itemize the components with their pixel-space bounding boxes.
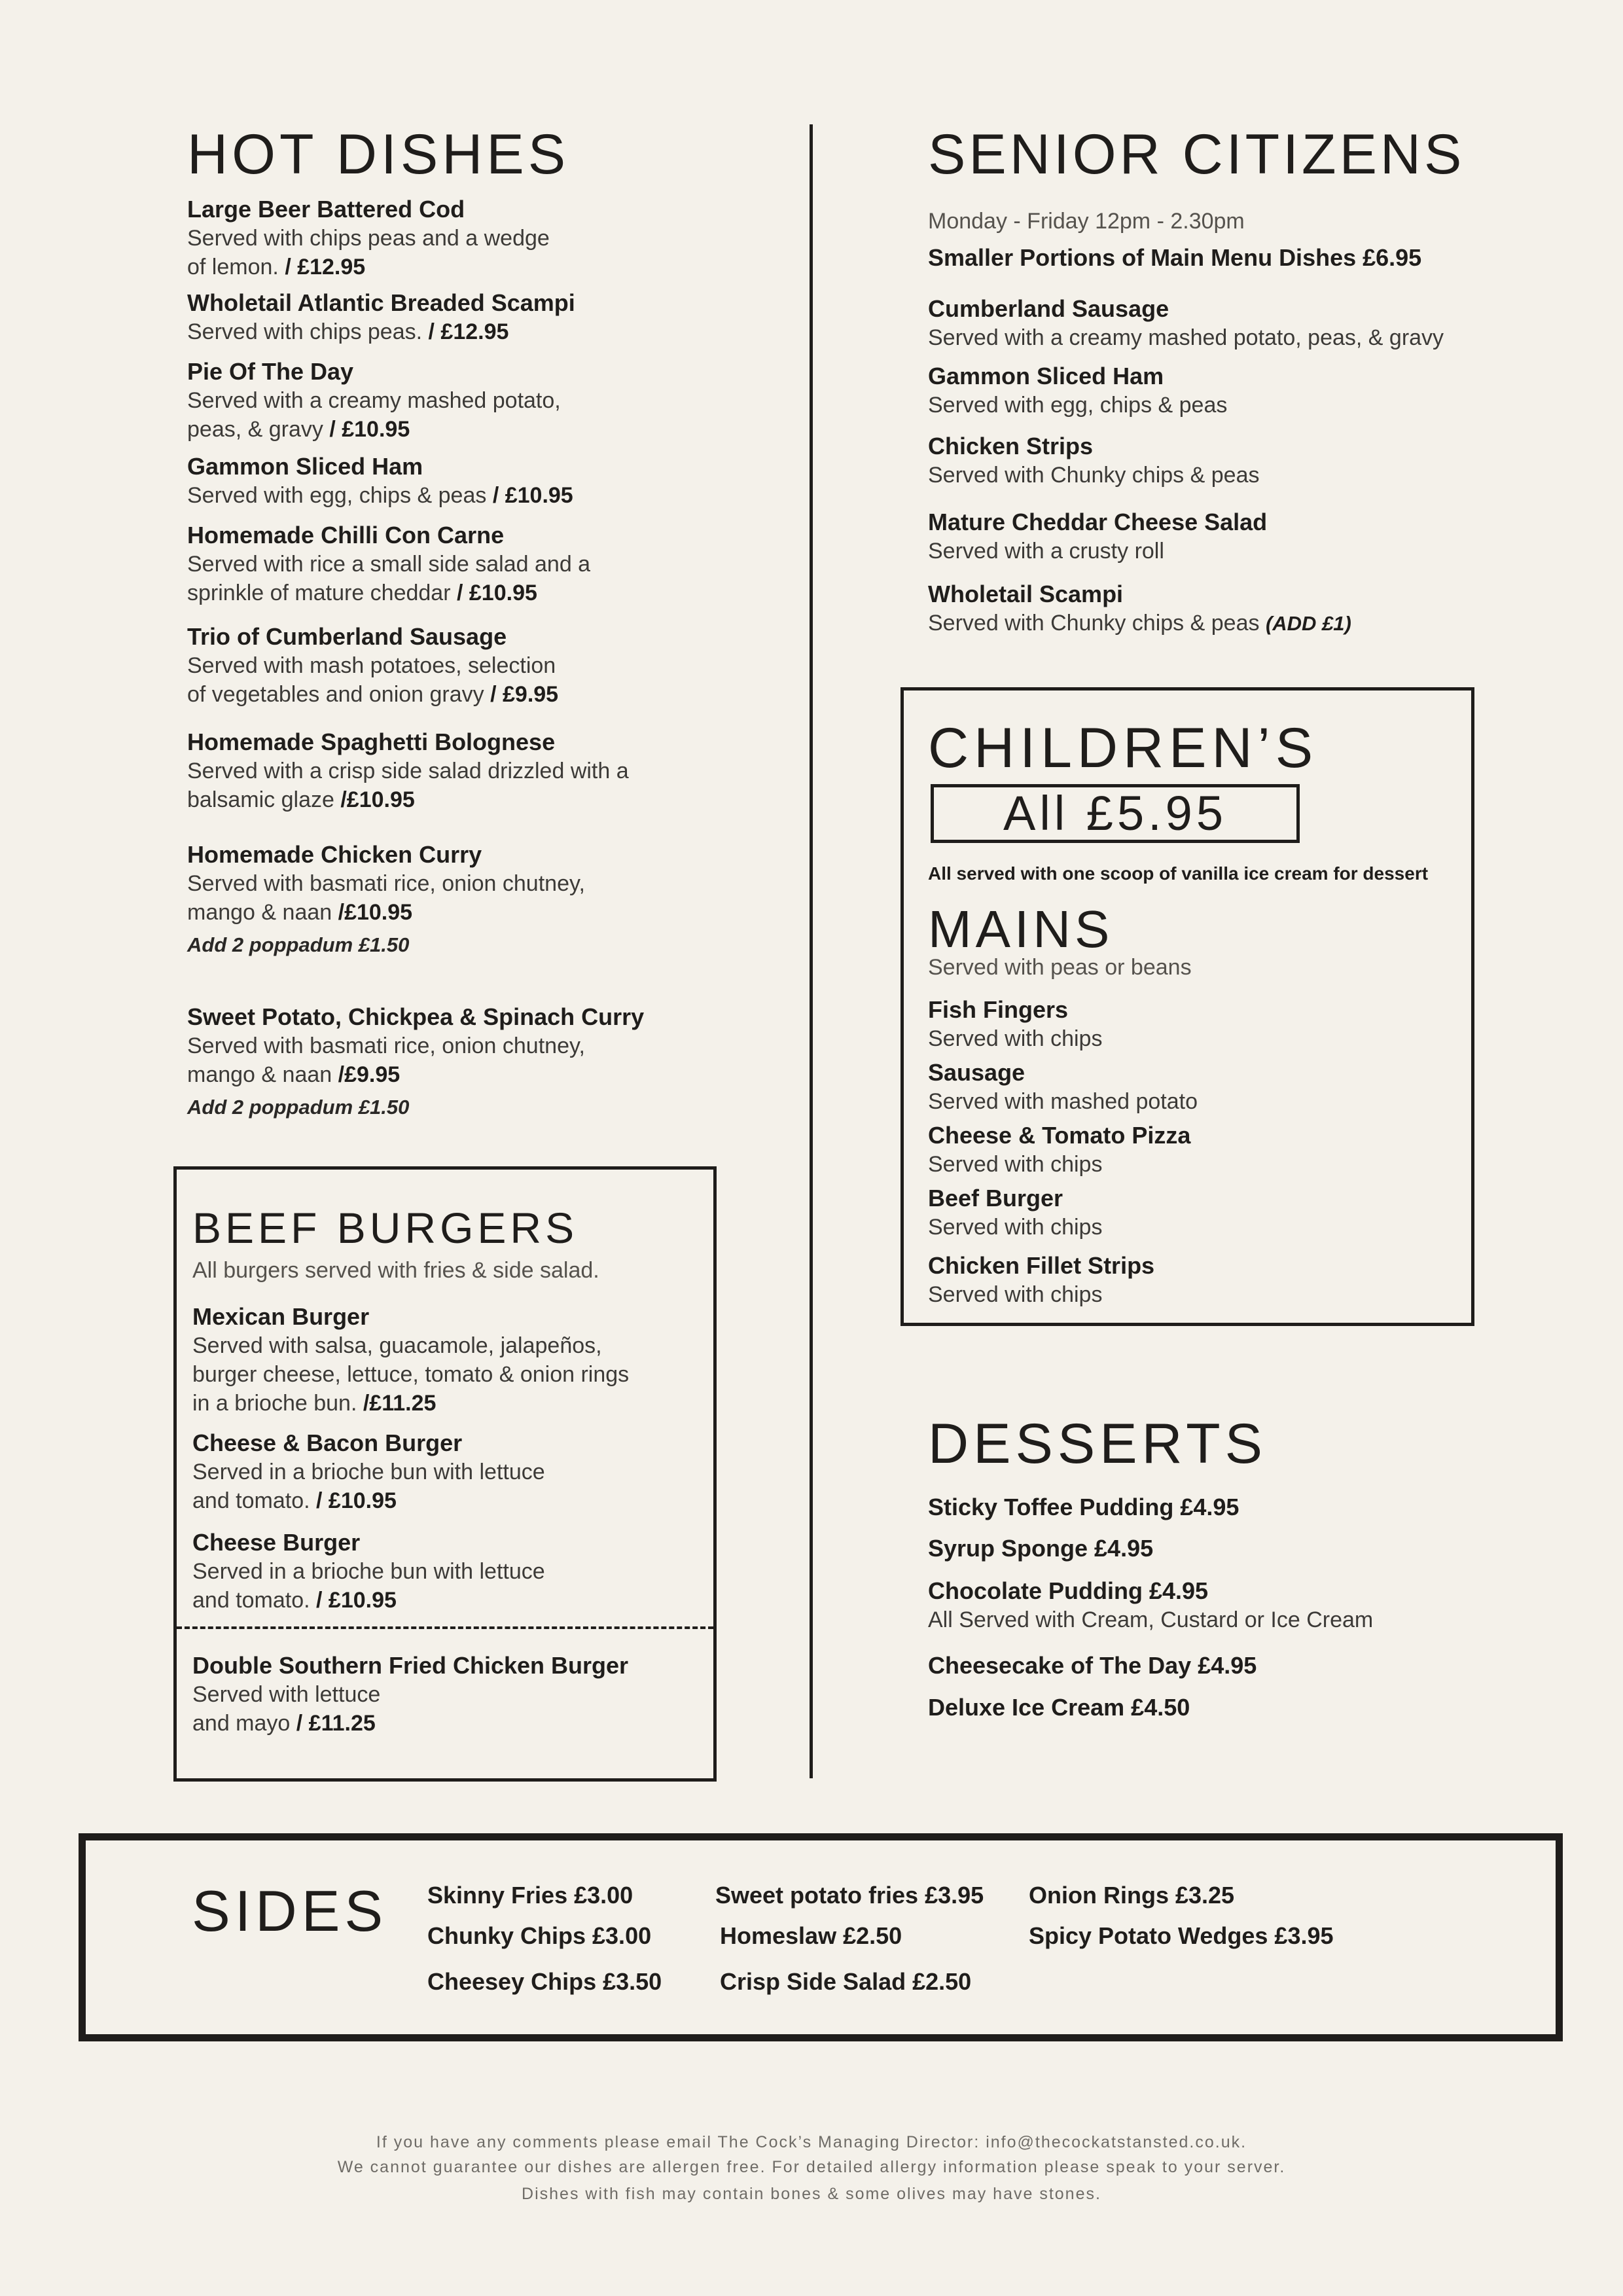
beef-burgers-title: BEEF BURGERS — [192, 1204, 579, 1252]
side-item: Crisp Side Salad £2.50 — [720, 1968, 972, 1995]
item-description — [187, 869, 585, 927]
item-description — [187, 1031, 644, 1089]
item-description-text: Served with mashed potato — [928, 1089, 1198, 1114]
menu-item — [187, 622, 558, 709]
item-price: /£11.25 — [363, 1391, 437, 1416]
childrens-note: All served with one scoop of vanilla ice cream for dessert — [928, 863, 1429, 884]
item-description — [187, 757, 629, 814]
item-name: Pie Of The Day — [187, 358, 354, 385]
desserts-title: DESSERTS — [928, 1412, 1267, 1475]
item-price: / £10.95 — [457, 581, 537, 605]
item-description-text: Served with chips — [928, 1152, 1103, 1177]
menu-item — [187, 1003, 644, 1122]
item-description — [187, 386, 561, 444]
item-name: Cheese & Tomato Pizza — [928, 1122, 1191, 1149]
menu-item — [928, 295, 1444, 352]
item-description-text: Served with Chunky chips & peas — [928, 611, 1260, 636]
item-name: Chicken Fillet Strips — [928, 1252, 1155, 1279]
footer-line: We cannot guarantee our dishes are allergen free. For detailed allergy information please speak to your server. — [337, 2158, 1286, 2176]
item-description — [928, 1024, 1102, 1053]
item-name: Gammon Sliced Ham — [928, 363, 1164, 389]
item-description — [928, 323, 1444, 352]
hot-dishes-title: HOT DISHES — [187, 123, 570, 186]
item-name: Chocolate Pudding £4.95 — [928, 1577, 1209, 1604]
side-item: Spicy Potato Wedges £3.95 — [1029, 1922, 1334, 1949]
item-price: /£9.95 — [338, 1062, 401, 1087]
senior-citizens-title: SENIOR CITIZENS — [928, 123, 1465, 186]
mains-subtitle: Served with peas or beans — [928, 955, 1192, 980]
item-description-text: Served with salsa, guacamole, jalapeños, burger cheese, lettuce, tomato & onion rings in a brioche bun. — [192, 1333, 630, 1416]
menu-item — [192, 1302, 629, 1418]
item-description-text: Served with lettuce and mayo — [192, 1682, 381, 1736]
item-name: Sticky Toffee Pudding £4.95 — [928, 1494, 1240, 1520]
item-description-text: Served with chips — [928, 1026, 1103, 1051]
item-price: / £10.95 — [316, 1488, 397, 1513]
item-price: /£10.95 — [340, 787, 415, 812]
menu-item — [928, 508, 1267, 565]
item-description-text: Served with egg, chips & peas — [187, 483, 487, 508]
menu-item — [928, 1493, 1239, 1522]
item-name: Mexican Burger — [192, 1303, 370, 1330]
beef-burgers-subtitle: All burgers served with fries & side salad. — [192, 1258, 599, 1283]
item-description-text: All Served with Cream, Custard or Ice Cream — [928, 1607, 1374, 1632]
item-description-text: Served with rice a small side salad and a sprinkle of mature cheddar — [187, 552, 591, 605]
item-name: Mature Cheddar Cheese Salad — [928, 509, 1268, 535]
item-description — [187, 317, 575, 346]
item-name: Homemade Spaghetti Bolognese — [187, 728, 556, 755]
menu-item — [187, 840, 585, 960]
menu-item — [187, 521, 590, 607]
item-price: / £10.95 — [316, 1588, 397, 1613]
menu-item — [928, 1693, 1190, 1722]
item-description-text: Served with Chunky chips & peas — [928, 463, 1260, 488]
item-description-text: Served with chips peas and a wedge of lemon. — [187, 226, 550, 279]
item-description — [928, 391, 1227, 420]
item-description — [928, 1280, 1154, 1309]
item-price: / £12.95 — [285, 255, 366, 279]
item-name: Chicken Strips — [928, 433, 1094, 459]
item-name: Syrup Sponge £4.95 — [928, 1535, 1154, 1562]
sides-title: SIDES — [192, 1878, 388, 1943]
menu-item — [187, 728, 629, 814]
menu-item — [928, 996, 1102, 1053]
item-description-text: Served with chips — [928, 1215, 1103, 1240]
menu-item — [928, 1577, 1373, 1634]
menu-item — [187, 289, 575, 346]
item-name: Sausage — [928, 1059, 1026, 1086]
item-description — [928, 1605, 1373, 1634]
item-description-text: Served with chips — [928, 1282, 1103, 1307]
menu-item — [192, 1651, 628, 1738]
item-description — [187, 651, 558, 709]
item-price: / £9.95 — [490, 682, 559, 707]
item-description-text: Served with mash potatoes, selection of vegetables and onion gravy — [187, 653, 556, 707]
item-note: Add 2 poppadum £1.50 — [187, 1096, 410, 1119]
item-name: Large Beer Battered Cod — [187, 196, 465, 223]
item-description-text: Served with a creamy mashed potato, peas, & gravy — [928, 325, 1444, 350]
menu-item — [187, 195, 550, 281]
item-description-text: Served with basmati rice, onion chutney, mango & naan — [187, 1033, 585, 1087]
item-name: Beef Burger — [928, 1185, 1063, 1211]
item-price: / £10.95 — [329, 417, 410, 442]
item-description-text: Served with a crusty roll — [928, 539, 1164, 564]
side-item: Onion Rings £3.25 — [1029, 1882, 1235, 1909]
item-price: /£10.95 — [338, 900, 413, 925]
menu-item — [192, 1429, 545, 1515]
item-description — [187, 481, 573, 510]
side-item: Cheesey Chips £3.50 — [427, 1968, 662, 1995]
item-description — [928, 1213, 1102, 1242]
menu-item — [187, 357, 561, 444]
item-name: Wholetail Atlantic Breaded Scampi — [187, 289, 575, 316]
item-note: Add 2 poppadum £1.50 — [187, 933, 410, 956]
item-description — [928, 609, 1351, 638]
item-description-text: Served with a crisp side salad drizzled with a balsamic glaze — [187, 759, 629, 812]
side-item: Skinny Fries £3.00 — [427, 1882, 633, 1909]
item-name: Wholetail Scampi — [928, 581, 1124, 607]
item-extra: (ADD £1) — [1265, 612, 1351, 635]
item-description — [187, 224, 550, 281]
menu-item — [928, 1251, 1154, 1309]
burger-divider — [177, 1626, 713, 1629]
menu-item — [928, 432, 1259, 490]
menu-item — [928, 1184, 1102, 1242]
menu-item — [928, 1534, 1153, 1563]
item-name: Cheesecake of The Day £4.95 — [928, 1652, 1257, 1679]
menu-item — [928, 1058, 1198, 1116]
senior-hours: Monday - Friday 12pm - 2.30pm — [928, 209, 1245, 234]
item-price: / £11.25 — [296, 1711, 376, 1736]
item-name: Homemade Chilli Con Carne — [187, 522, 505, 548]
item-description-text: Served with basmati rice, onion chutney, mango & naan — [187, 871, 585, 925]
item-name: Cheese Burger — [192, 1529, 361, 1556]
item-price: / £12.95 — [428, 319, 509, 344]
column-divider — [810, 124, 813, 1778]
childrens-title: CHILDREN’S — [928, 717, 1319, 780]
menu-item — [928, 362, 1227, 420]
footer-line: Dishes with fish may contain bones & some olives may have stones. — [522, 2185, 1101, 2203]
item-name: Sweet Potato, Chickpea & Spinach Curry — [187, 1003, 645, 1030]
item-description-text: Served with chips peas. — [187, 319, 423, 344]
item-description — [192, 1331, 629, 1418]
item-description-text: Served in a brioche bun with lettuce and tomato. — [192, 1559, 545, 1613]
item-price: / £10.95 — [492, 483, 573, 508]
item-description-text: Served with a creamy mashed potato, peas, & gravy — [187, 388, 561, 442]
item-description — [928, 1087, 1198, 1116]
side-item: Homeslaw £2.50 — [720, 1922, 902, 1949]
mains-title: MAINS — [928, 900, 1114, 958]
item-description — [187, 550, 590, 607]
item-description — [192, 1680, 628, 1738]
menu-item — [192, 1528, 545, 1615]
item-description — [928, 461, 1259, 490]
item-name: Gammon Sliced Ham — [187, 453, 423, 480]
item-name: Double Southern Fried Chicken Burger — [192, 1652, 629, 1679]
item-description-text: Served with egg, chips & peas — [928, 393, 1228, 418]
item-description — [928, 1150, 1190, 1179]
item-description — [192, 1458, 545, 1515]
menu-item — [928, 1121, 1190, 1179]
item-description — [928, 537, 1267, 565]
menu-item — [928, 580, 1351, 638]
footer-line: If you have any comments please email The Cock’s Managing Director: info@thecockatstansted.co.uk. — [376, 2133, 1247, 2151]
side-item: Sweet potato fries £3.95 — [715, 1882, 984, 1909]
item-description — [192, 1557, 545, 1615]
item-name: Cumberland Sausage — [928, 295, 1169, 322]
childrens-price-badge: All £5.95 — [931, 784, 1300, 843]
menu-item — [928, 1651, 1257, 1680]
menu-item — [187, 452, 573, 510]
senior-offer: Smaller Portions of Main Menu Dishes £6.95 — [928, 244, 1422, 271]
item-description-text: Served in a brioche bun with lettuce and tomato. — [192, 1460, 545, 1513]
side-item: Chunky Chips £3.00 — [427, 1922, 652, 1949]
item-name: Fish Fingers — [928, 996, 1069, 1023]
item-name: Cheese & Bacon Burger — [192, 1429, 463, 1456]
item-name: Trio of Cumberland Sausage — [187, 623, 507, 650]
item-name: Deluxe Ice Cream £4.50 — [928, 1694, 1190, 1721]
item-name: Homemade Chicken Curry — [187, 841, 482, 868]
